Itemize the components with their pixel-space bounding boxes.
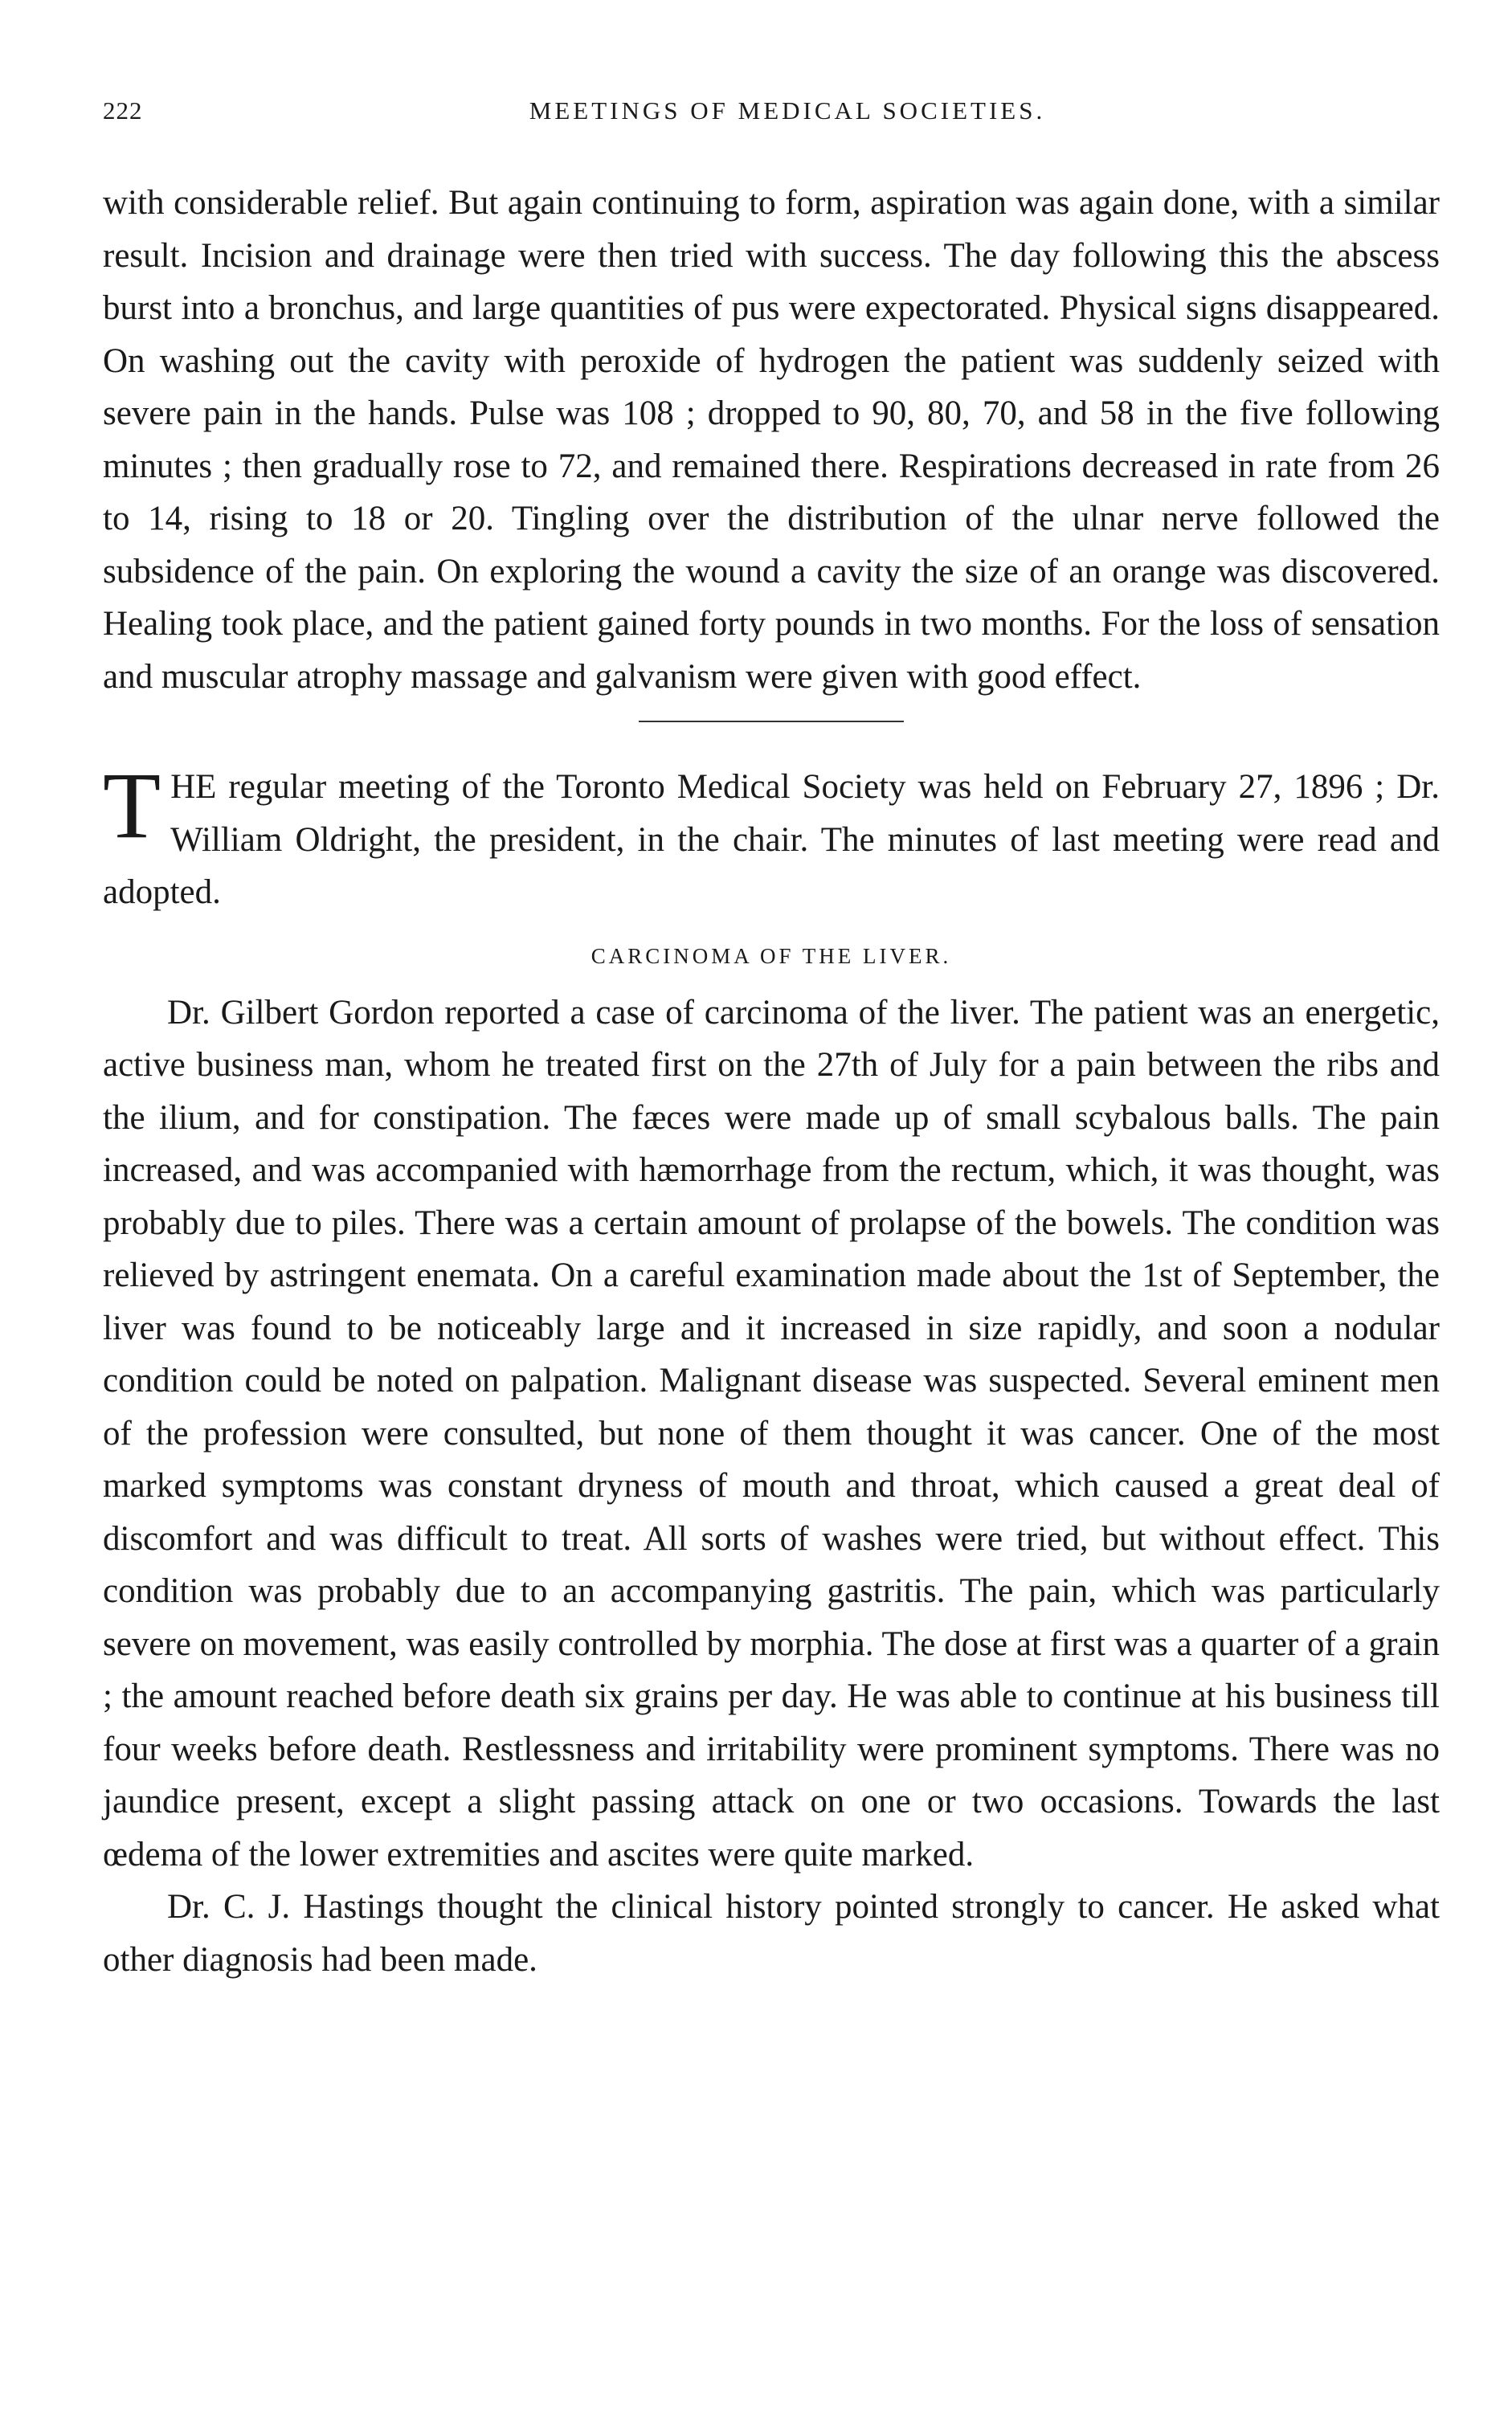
document-page <box>103 96 1440 1986</box>
gordon-report-paragraph: Dr. Gilbert Gordon reported a case of carcinoma of the liver. The patient was an energetic, active business man, whom he treated first on the 27th of July for a pain between the ribs and the ilium, and for constipation. The fæces were made up of small scybalous balls. The pain increased, and was accompanied with hæmorrhage from the rectum, which, it was thought, was probably due to piles. There was a certain amount of prolapse of the bowels. The condition was relieved by astringent enemata. On a careful examination made about the 1st of September, the liver was found to be noticeably large and it increased in size rapidly, and soon a nodular condition could be noted on palpation. Malignant disease was suspected. Several eminent men of the profession were consulted, but none of them thought it was cancer. One of the most marked symptoms was constant dryness of mouth and throat, which caused a great deal of discomfort and was difficult to treat. All sorts of washes were tried, but without effect. This condition was probably due to an accompanying gastritis. The pain, which was particularly severe on movement, was easily controlled by morphia. The dose at first was a quarter of a grain ; the amount reached before death six grains per day. He was able to continue at his business till four weeks before death. Restlessness and irritability were prominent symptoms. There was no jaundice present, except a slight passing attack on one or two occasions. Towards the last œdema of the lower extremities and ascites were quite marked. <box>103 993 1440 1873</box>
drop-cap: T <box>103 753 161 858</box>
hastings-paragraph: Dr. C. J. Hastings thought the clinical history pointed strongly to cancer. He asked what other diagnosis had been made. <box>103 1888 1440 1979</box>
meeting-paragraph: HE regular meeting of the Toronto Medical Society was held on February 27, 1896 ; Dr. William Oldright, the president, in the chair. The minutes of last meeting were read and adopted. <box>103 768 1440 911</box>
page-number: 222 <box>103 96 143 125</box>
page-header <box>103 96 1440 145</box>
continued-paragraph: with considerable relief. But again continuing to form, aspiration was again done, with a similar result. Incision and drainage were then tried with success. The day following this the abscess burst into a bronchus, and large quantities of pus were expectorated. Physical signs disappeared. On washing out the cavity with peroxide of hydrogen the patient was suddenly seized with severe pain in the hands. Pulse was 108 ; dropped to 90, 80, 70, and 58 in the five following minutes ; then gradually rose to 72, and remained there. Respirations decreased in rate from 26 to 14, rising to 18 or 20. Tingling over the distribution of the ulnar nerve followed the subsidence of the pain. On exploring the wound a cavity the size of an orange was discovered. Healing took place, and the patient gained forty pounds in two months. For the loss of sensation and muscular atrophy massage and galvanism were given with good effect. <box>103 184 1440 696</box>
section-divider <box>639 721 904 722</box>
section-heading: CARCINOMA OF THE LIVER. <box>590 943 952 968</box>
running-head: MEETINGS OF MEDICAL SOCIETIES. <box>529 96 1046 125</box>
meeting-notice <box>103 753 1440 919</box>
